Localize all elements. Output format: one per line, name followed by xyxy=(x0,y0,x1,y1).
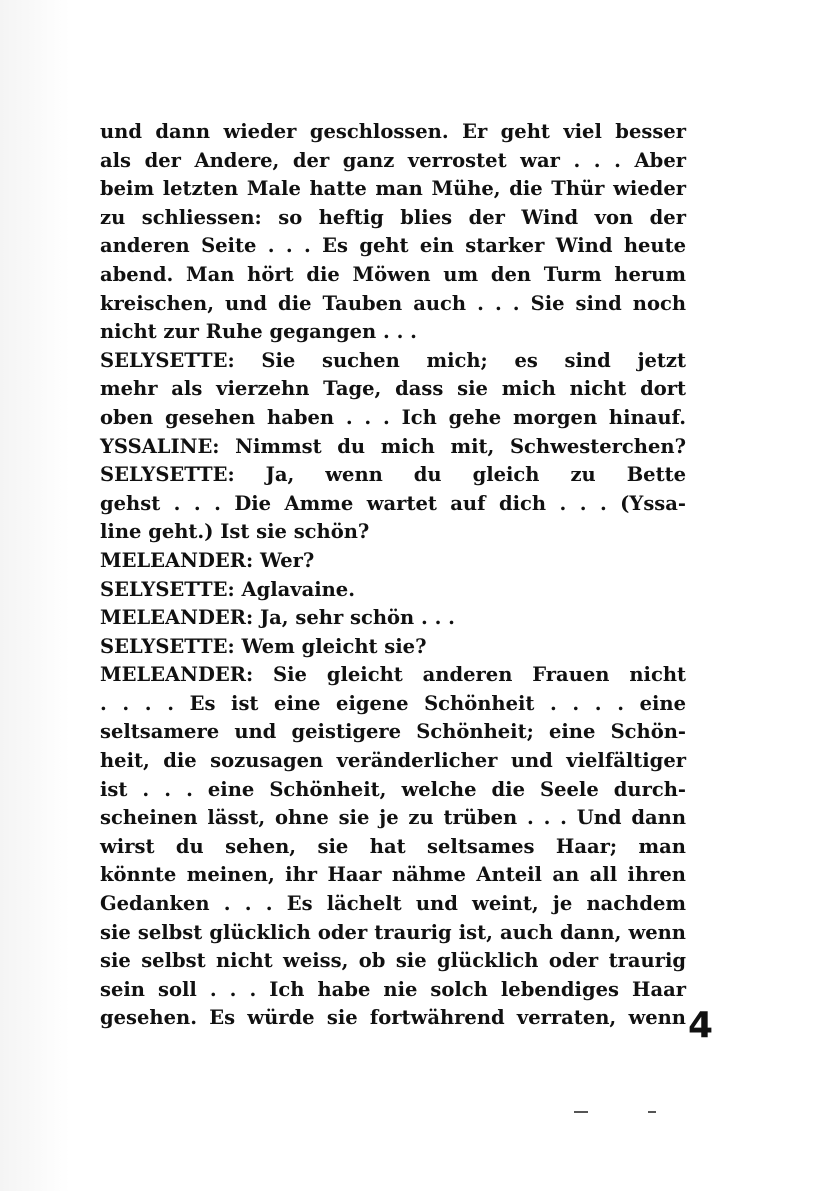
text-line-10: mehr als vierzehn Tage, dass sie mich nicht dort xyxy=(100,377,686,401)
text-line-26: wirst du sehen, sie hat seltsames Haar; man xyxy=(100,834,686,858)
text-line-8: nicht zur Ruhe gegangen . . . xyxy=(100,320,417,344)
text-line-23: heit, die sozusagen veränderlicher und vielfältiger xyxy=(100,749,686,773)
text-line-19: SELYSETTE: Wem gleicht sie? xyxy=(100,634,427,658)
text-line-11: oben gesehen haben . . . Ich gehe morgen hinauf. xyxy=(100,405,686,429)
text-line-20: MELEANDER: Sie gleicht anderen Frauen nicht xyxy=(100,663,686,687)
text-line-16: MELEANDER: Wer? xyxy=(100,548,315,572)
text-line-17: SELYSETTE: Aglavaine. xyxy=(100,577,356,601)
text-line-31: sein soll . . . Ich habe nie solch lebendiges Haar xyxy=(100,977,686,1001)
text-line-25: scheinen lässt, ohne sie je zu trüben . . . Und dann xyxy=(100,806,686,830)
text-line-7: kreischen, und die Tauben auch . . . Sie sind noch xyxy=(100,291,686,315)
text-line-4: zu schliessen: so heftig blies der Wind von der xyxy=(100,205,686,229)
scan-speck xyxy=(574,1111,588,1113)
text-line-13: SELYSETTE: Ja, wenn du gleich zu Bette xyxy=(100,463,686,487)
text-line-28: Gedanken . . . Es lächelt und weint, je nachdem xyxy=(100,892,686,916)
text-line-30: sie selbst nicht weiss, ob sie glücklich oder traurig xyxy=(100,949,686,973)
page-number: 4 xyxy=(688,1005,714,1046)
text-line-15: line geht.) Ist sie schön? xyxy=(100,520,370,544)
scan-speck xyxy=(648,1111,656,1113)
text-line-3: beim letzten Male hatte man Mühe, die Thür wieder xyxy=(100,177,686,201)
text-line-2: als der Andere, der ganz verrostet war . . . Aber xyxy=(100,148,686,172)
scan-margin-shadow xyxy=(0,0,70,1191)
text-line-12: YSSALINE: Nimmst du mich mit, Schwesterchen? xyxy=(100,434,686,458)
text-line-14: gehst . . . Die Amme wartet auf dich . . . (Yssa- xyxy=(100,491,686,515)
text-line-24: ist . . . eine Schönheit, welche die Seele durch- xyxy=(100,777,686,801)
text-line-29: sie selbst glücklich oder traurig ist, auch dann, wenn xyxy=(100,920,686,944)
scan-specks xyxy=(574,1108,664,1114)
text-line-9: SELYSETTE: Sie suchen mich; es sind jetzt xyxy=(100,348,686,372)
text-line-32: gesehen. Es würde sie fortwährend verraten, wenn xyxy=(100,1006,686,1030)
text-line-22: seltsamere und geistigere Schönheit; eine Schön- xyxy=(100,720,686,744)
text-line-5: anderen Seite . . . Es geht ein starker Wind heute xyxy=(100,234,686,258)
text-line-21: . . . . Es ist eine eigene Schönheit . . . . eine xyxy=(100,691,686,715)
text-line-18: MELEANDER: Ja, sehr schön . . . xyxy=(100,606,455,630)
text-line-6: abend. Man hört die Möwen um den Turm herum xyxy=(100,262,686,286)
text-line-1: und dann wieder geschlossen. Er geht viel besser xyxy=(100,120,686,143)
text-line-27: könnte meinen, ihr Haar nähme Anteil an all ihren xyxy=(100,863,686,887)
page-text xyxy=(100,118,686,1033)
